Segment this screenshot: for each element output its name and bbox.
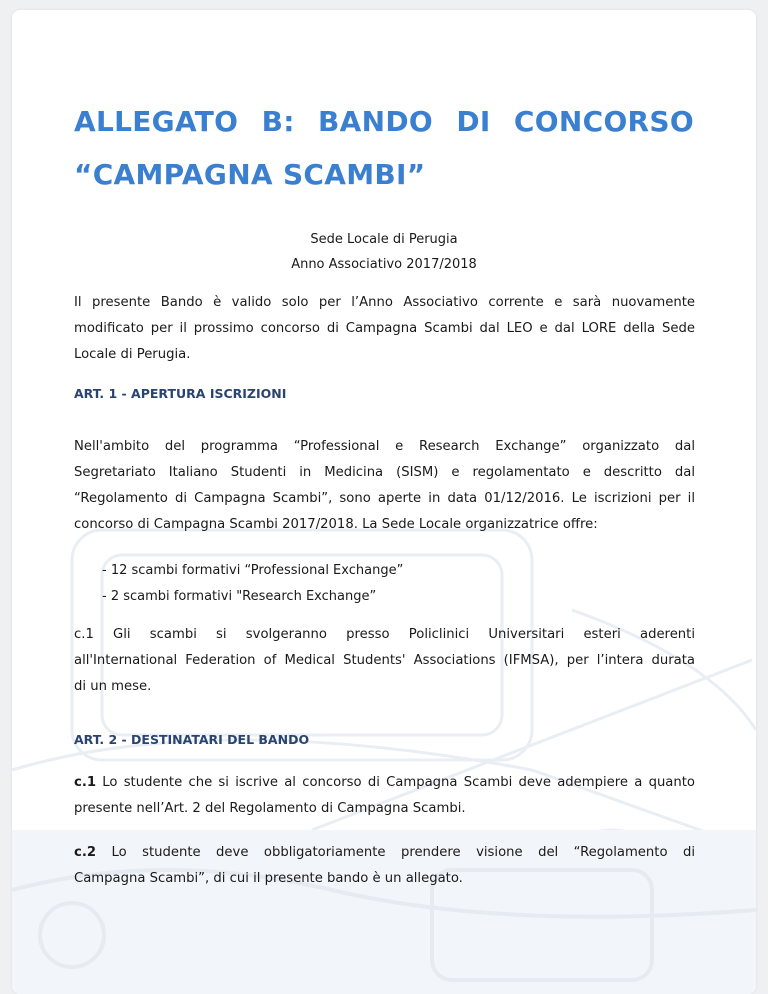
text-line: c.1 Gli scambi si svolgeranno presso Policlinici Universitari esteri aderenti: [74, 627, 695, 642]
text-line: di un mese.: [74, 679, 152, 694]
document-page: [12, 10, 756, 994]
text-line: modificato per il prossimo concorso di Campagna Scambi dal LEO e dal LORE della Sede: [74, 321, 695, 336]
art1-c1-paragraph: [74, 622, 695, 700]
text-line: Segretariato Italiano Studenti in Medicina (SISM) e regolamentato e descritto dal: [74, 465, 695, 480]
intro-paragraph: [74, 290, 695, 368]
text-line: concorso di Campagna Scambi 2017/2018. La Sede Locale organizzatrice offre:: [74, 517, 598, 532]
text-line: “Regolamento di Campagna Scambi”, sono aperte in data 01/12/2016. Le iscrizioni per il: [74, 491, 695, 506]
art2-heading: ART. 2 - DESTINATARI DEL BANDO: [74, 732, 310, 747]
list-item: - 2 scambi formativi "Research Exchange”: [102, 589, 377, 604]
art2-c2-paragraph: [74, 840, 695, 892]
clause-label: c.1: [74, 775, 97, 790]
text-line: Locale di Perugia.: [74, 347, 191, 362]
title-word: DI: [456, 105, 491, 138]
document-title-line2: “CAMPAGNA SCAMBI”: [74, 158, 426, 191]
title-word: CONCORSO: [513, 105, 694, 138]
art2-c1-paragraph: [74, 770, 695, 822]
text-line: presente nell’Art. 2 del Regolamento di Campagna Scambi.: [74, 801, 466, 816]
subtitle-location: Sede Locale di Perugia: [310, 232, 458, 247]
text-line: c.1 Lo studente che si iscrive al concorso di Campagna Scambi deve adempiere a quanto: [74, 775, 695, 790]
title-word: BANDO: [318, 105, 434, 138]
text-line: Nell'ambito del programma “Professional e Research Exchange” organizzato dal: [74, 439, 695, 454]
subtitle-year: Anno Associativo 2017/2018: [291, 257, 477, 272]
clause-label: c.2: [74, 845, 97, 860]
text-line: all'International Federation of Medical Students' Associations (IFMSA), per l’intera durata: [74, 653, 695, 668]
text-line: c.2 Lo studente deve obbligatoriamente prendere visione del “Regolamento di: [74, 845, 695, 860]
title-word: B:: [261, 105, 295, 138]
text-line: Campagna Scambi”, di cui il presente bando è un allegato.: [74, 871, 463, 886]
art1-paragraph: [74, 434, 695, 538]
art1-heading: ART. 1 - APERTURA ISCRIZIONI: [74, 386, 287, 401]
text-line: Il presente Bando è valido solo per l’Anno Associativo corrente e sarà nuovamente: [74, 295, 695, 310]
title-word: ALLEGATO: [74, 105, 239, 138]
list-item: - 12 scambi formativi “Professional Exchange”: [102, 563, 404, 578]
document-title: [74, 105, 694, 138]
